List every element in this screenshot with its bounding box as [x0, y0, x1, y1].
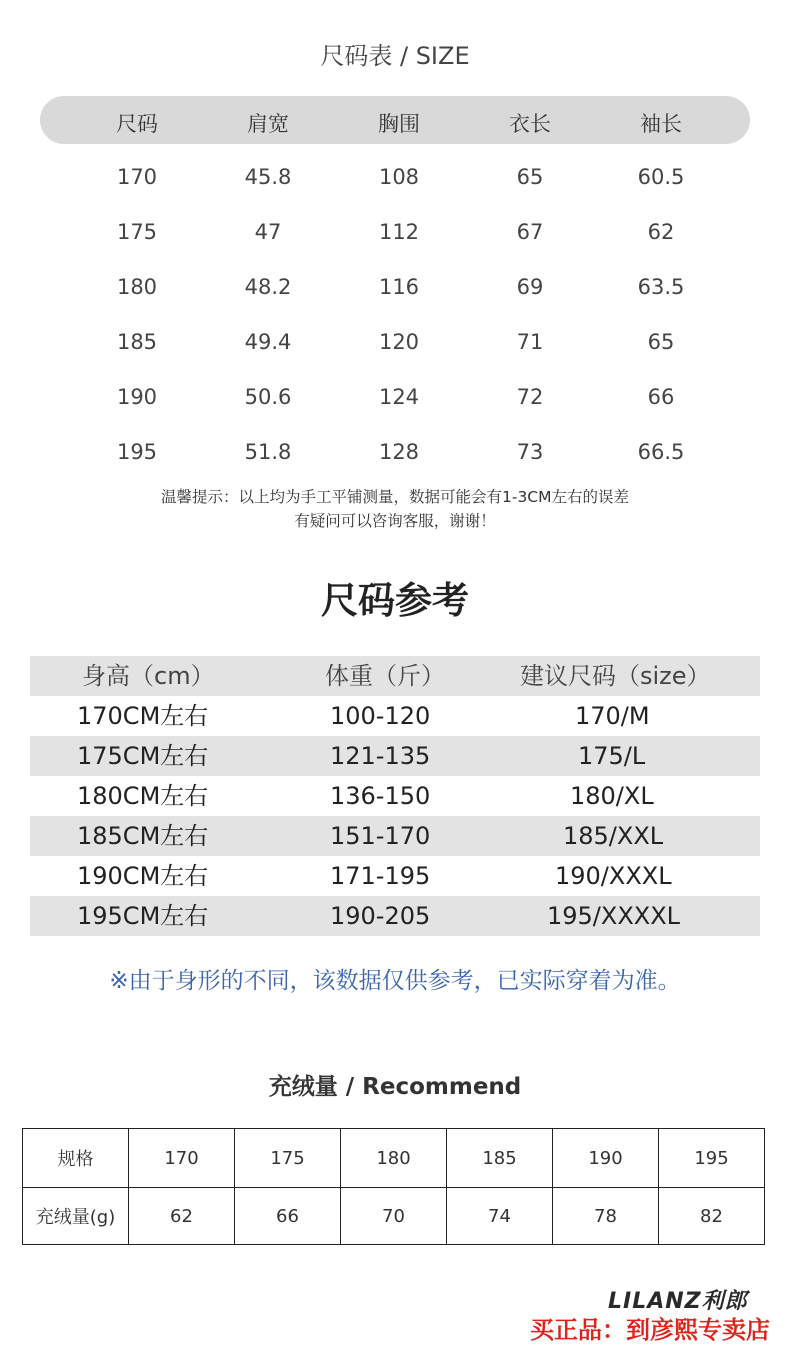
table-cell: 185 — [116, 330, 158, 354]
fill-weight-title: 充绒量 / Recommend — [268, 1074, 522, 1100]
table-cell: 62 — [129, 1188, 235, 1245]
table-cell: 124 — [378, 385, 420, 409]
size-reference-table — [30, 656, 760, 936]
table-cell: 175/L — [578, 742, 646, 770]
table-row — [30, 736, 760, 776]
table-row — [40, 385, 750, 415]
table-cell: 175 — [235, 1129, 341, 1188]
table-row — [40, 275, 750, 305]
table-cell: 67 — [516, 220, 544, 244]
table-cell: 112 — [378, 220, 420, 244]
header-cell: 胸围 — [378, 112, 420, 136]
store-label: 买正品：到彦熙专卖店 — [530, 1315, 770, 1344]
table-cell: 195 — [116, 440, 158, 464]
table-cell: 108 — [378, 165, 420, 189]
table-cell: 190CM左右 — [77, 862, 209, 890]
table-cell: 65 — [516, 165, 544, 189]
table-cell: 170 — [116, 165, 158, 189]
table-cell: 190 — [116, 385, 158, 409]
table-row — [40, 330, 750, 360]
table-cell: 48.2 — [244, 275, 292, 299]
brand-logo — [608, 1284, 770, 1312]
table-cell: 49.4 — [244, 330, 292, 354]
table-cell: 121-135 — [330, 742, 431, 770]
table-cell: 60.5 — [637, 165, 685, 189]
table-cell: 190/XXXL — [555, 862, 672, 890]
table-cell: 100-120 — [330, 702, 431, 730]
table-cell: 180 — [116, 275, 158, 299]
table-cell: 170/M — [575, 702, 650, 730]
table-row — [30, 856, 760, 896]
table-cell: 69 — [516, 275, 544, 299]
table-cell: 180 — [341, 1129, 447, 1188]
table-cell: 71 — [516, 330, 544, 354]
table-cell: 62 — [647, 220, 675, 244]
table-cell: 65 — [647, 330, 675, 354]
table-cell: 128 — [378, 440, 420, 464]
table-cell: 136-150 — [330, 782, 431, 810]
row-label-cell: 规格 — [23, 1129, 129, 1188]
table-cell: 170 — [129, 1129, 235, 1188]
table-cell: 72 — [516, 385, 544, 409]
table-cell: 120 — [378, 330, 420, 354]
table-cell: 63.5 — [637, 275, 685, 299]
table-cell: 190 — [553, 1129, 659, 1188]
size-table-header — [40, 96, 750, 144]
table-cell: 180/XL — [570, 782, 654, 810]
table-cell: 170CM左右 — [77, 702, 209, 730]
table-row — [40, 165, 750, 195]
table-cell: 66.5 — [637, 440, 685, 464]
size-table-title: 尺码表 / SIZE — [320, 42, 470, 70]
table-row — [30, 816, 760, 856]
header-cell: 袖长 — [640, 112, 682, 136]
header-cell: 身高（cm） — [82, 662, 215, 690]
table-row — [40, 440, 750, 470]
table-cell: 66 — [235, 1188, 341, 1245]
table-cell: 116 — [378, 275, 420, 299]
table-row — [30, 696, 760, 736]
table-cell: 190-205 — [330, 902, 431, 930]
table-cell: 47 — [254, 220, 282, 244]
table-cell: 195/XXXXL — [547, 902, 681, 930]
table-row — [30, 776, 760, 816]
table-cell: 74 — [447, 1188, 553, 1245]
table-header-row — [30, 656, 760, 696]
table-cell: 180CM左右 — [77, 782, 209, 810]
table-row — [23, 1188, 765, 1245]
table-cell: 51.8 — [244, 440, 292, 464]
table-cell: 82 — [659, 1188, 765, 1245]
reference-disclaimer: ※由于身形的不同，该数据仅供参考，已实际穿着为准。 — [109, 968, 681, 994]
table-cell: 70 — [341, 1188, 447, 1245]
table-cell: 50.6 — [244, 385, 292, 409]
table-row — [23, 1129, 765, 1188]
table-cell: 78 — [553, 1188, 659, 1245]
note-line: 有疑问可以咨询客服，谢谢！ — [294, 512, 496, 530]
table-cell: 185 — [447, 1129, 553, 1188]
table-cell: 185/XXL — [563, 822, 664, 850]
table-row — [30, 896, 760, 936]
table-row — [40, 220, 750, 250]
size-reference-title: 尺码参考 — [321, 579, 469, 622]
header-cell: 肩宽 — [247, 112, 289, 136]
brand-logo-text: LILANZ利郎 — [608, 1289, 748, 1314]
table-cell: 151-170 — [330, 822, 431, 850]
measurement-note — [0, 485, 790, 533]
table-cell: 175CM左右 — [77, 742, 209, 770]
table-cell: 185CM左右 — [77, 822, 209, 850]
table-cell: 45.8 — [244, 165, 292, 189]
header-cell: 衣长 — [509, 112, 551, 136]
table-cell: 73 — [516, 440, 544, 464]
table-cell: 195 — [659, 1129, 765, 1188]
fill-weight-table — [22, 1128, 765, 1245]
header-cell: 尺码 — [116, 112, 158, 136]
header-cell: 体重（斤） — [325, 662, 445, 690]
table-cell: 66 — [647, 385, 675, 409]
table-cell: 171-195 — [330, 862, 431, 890]
table-cell: 195CM左右 — [77, 902, 209, 930]
row-label-cell: 充绒量(g) — [23, 1188, 129, 1245]
header-cell: 建议尺码（size） — [520, 662, 711, 690]
note-line: 温馨提示：以上均为手工平铺测量，数据可能会有1-3CM左右的误差 — [160, 488, 629, 506]
table-cell: 175 — [116, 220, 158, 244]
